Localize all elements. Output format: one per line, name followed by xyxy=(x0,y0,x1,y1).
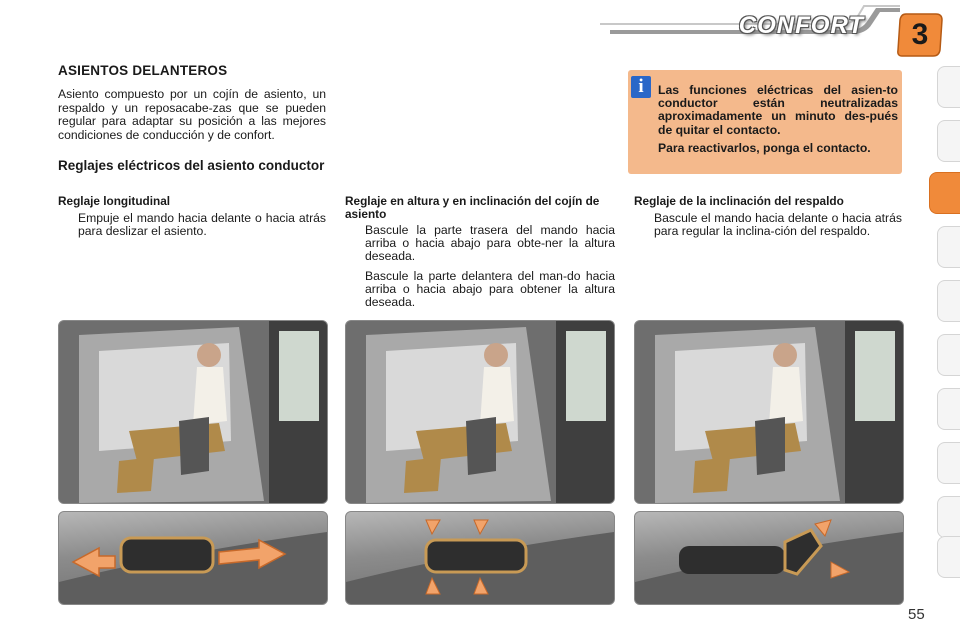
chapter-tab-5[interactable] xyxy=(937,280,960,322)
seat-control-backrest-illustration xyxy=(635,512,903,604)
driver-seat-illustration xyxy=(635,321,903,503)
driver-seat-photo-2 xyxy=(345,320,615,504)
bullet-text: Bascule la parte delantera del man-do hacia arriba o hacia abajo para obtener la altura deseada. xyxy=(365,268,615,310)
chapter-tab-2[interactable] xyxy=(937,120,960,162)
info-icon: i xyxy=(631,76,651,98)
bullet-item xyxy=(345,270,615,310)
column-longitudinal xyxy=(58,195,326,244)
arrow-tilt-forward-icon xyxy=(815,520,831,536)
pointer-bullet-icon xyxy=(345,224,365,264)
pointer-bullet-icon xyxy=(345,270,365,310)
arrow-up-icon xyxy=(426,520,440,534)
bullet-item xyxy=(345,224,615,264)
pointer-bullet-icon xyxy=(58,212,78,238)
chapter-tab-1[interactable] xyxy=(937,66,960,108)
chapter-tab-9[interactable] xyxy=(937,496,960,538)
bullet-text: Empuje el mando hacia delante o hacia atrás para deslizar el asiento. xyxy=(78,210,326,238)
column-heading: Reglaje de la inclinación del respaldo xyxy=(634,194,844,208)
chapter-tab-10[interactable] xyxy=(937,536,960,578)
bullet-text: Bascule el mando hacia delante o hacia atrás para regular la inclina-ción del respaldo. xyxy=(654,210,902,238)
bullet-item xyxy=(58,212,326,238)
driver-seat-illustration xyxy=(346,321,614,503)
driver-seat-photo-3 xyxy=(634,320,904,504)
arrow-up-icon xyxy=(474,520,488,534)
section-title: ASIENTOS DELANTEROS xyxy=(58,63,228,78)
seat-control-detail-height-tilt xyxy=(345,511,615,605)
pointer-bullet-icon xyxy=(634,212,654,238)
column-heading: Reglaje longitudinal xyxy=(58,194,171,208)
chapter-number: 3 xyxy=(911,18,929,51)
info-text xyxy=(658,84,898,160)
chapter-tab-3-active[interactable] xyxy=(929,172,960,214)
driver-seat-illustration xyxy=(59,321,327,503)
seat-control-tilt-illustration xyxy=(346,512,614,604)
chapter-tab-7[interactable] xyxy=(937,388,960,430)
chapter-tab-6[interactable] xyxy=(937,334,960,376)
chapter-tab-4[interactable] xyxy=(937,226,960,268)
chapter-title: CONFORT xyxy=(738,12,864,39)
section-intro: Asiento compuesto por un cojín de asiento, un respaldo y un reposacabe-zas que se pueden regular para adaptar su posición a las mejores condiciones de conducción y de confort. xyxy=(58,87,326,142)
chapter-tab-8[interactable] xyxy=(937,442,960,484)
info-paragraph-1: Las funciones eléctricas del asien-to conductor están neutralizadas aproximadamente un minuto des-pués de quitar el contacto. xyxy=(658,83,898,137)
bullet-item xyxy=(634,212,902,238)
seat-control-detail-backrest xyxy=(634,511,904,605)
seat-control-slide-illustration xyxy=(59,512,327,604)
page-number: 55 xyxy=(908,606,925,623)
column-backrest xyxy=(634,195,902,244)
chapter-tabs xyxy=(932,66,960,580)
driver-seat-photo-1 xyxy=(58,320,328,504)
info-paragraph-2: Para reactivarlos, ponga el contacto. xyxy=(658,140,871,155)
column-height-tilt xyxy=(345,195,615,315)
section-subtitle: Reglajes eléctricos del asiento conductor xyxy=(58,158,325,173)
bullet-text: Bascule la parte trasera del mando hacia arriba o hacia abajo para obte-ner la altura deseada. xyxy=(365,223,615,264)
column-heading: Reglaje en altura y en inclinación del cojín de asiento xyxy=(345,194,600,221)
seat-control-detail-longitudinal xyxy=(58,511,328,605)
